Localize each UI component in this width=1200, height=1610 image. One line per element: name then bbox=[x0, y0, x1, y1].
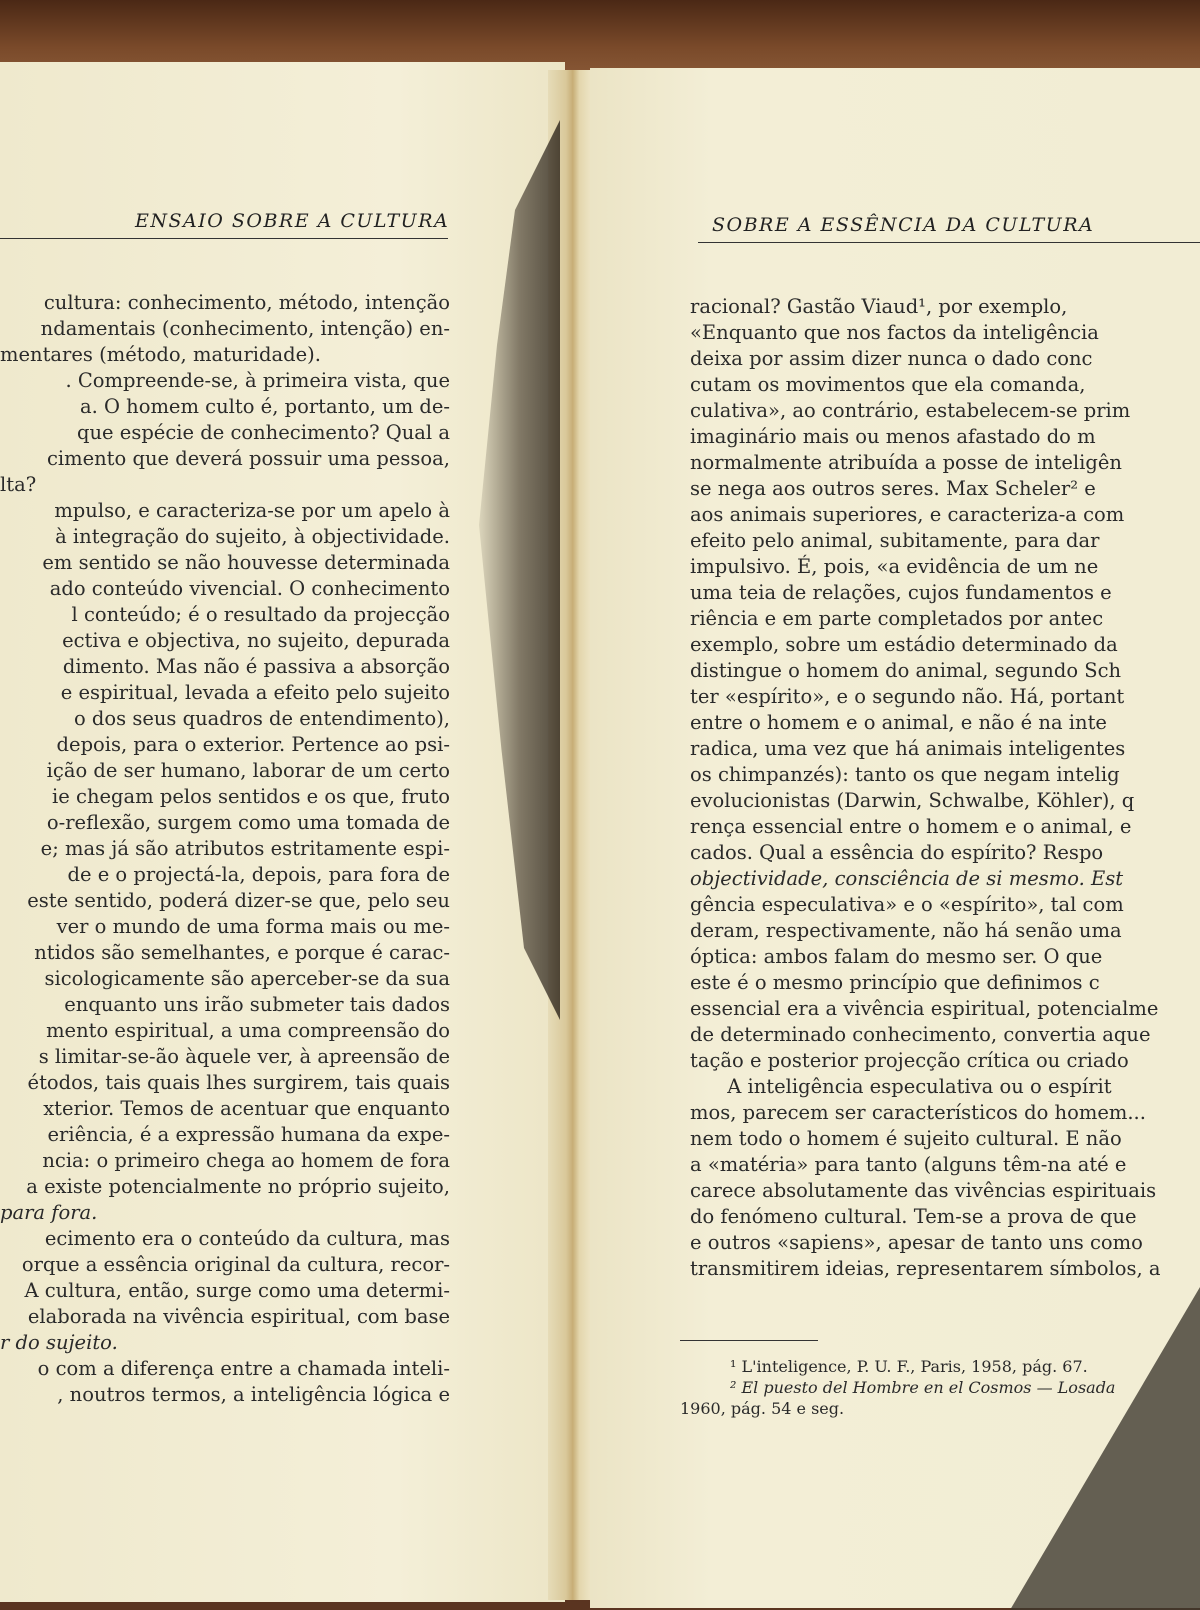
text-line: distingue o homem do animal, segundo Sch bbox=[690, 659, 1122, 682]
text-line: , noutros termos, a inteligência lógica e bbox=[57, 1383, 450, 1406]
text-line: deixa por assim dizer nunca o dado conc bbox=[690, 347, 1093, 370]
text-line: exemplo, sobre um estádio determinado da bbox=[690, 633, 1118, 656]
text-line: mpulso, e caracteriza-se por um apelo à bbox=[54, 499, 450, 522]
footnote-2-continued: 1960, pág. 54 e seg. bbox=[680, 1399, 845, 1418]
text-line: e espiritual, levada a efeito pelo sujeito bbox=[60, 681, 450, 704]
text-line: ie chegam pelos sentidos e os que, fruto bbox=[52, 785, 450, 808]
text-line: orque a essência original da cultura, recor- bbox=[21, 1253, 450, 1276]
right-page bbox=[590, 68, 1200, 1608]
text-line: ter «espírito», e o segundo não. Há, portant bbox=[690, 685, 1125, 708]
text-line: o com a diferença entre a chamada inteli- bbox=[37, 1357, 450, 1380]
footnote-rule bbox=[680, 1340, 818, 1341]
text-line: evolucionistas (Darwin, Schwalbe, Köhler), q bbox=[690, 789, 1135, 812]
text-line: os chimpanzés): tanto os que negam intelig bbox=[690, 763, 1120, 786]
text-line: impulsivo. É, pois, «a evidência de um ne bbox=[690, 555, 1099, 578]
text-line: l conteúdo; é o resultado da projecção bbox=[71, 603, 450, 626]
text-line: lta? bbox=[0, 473, 37, 496]
text-line: normalmente atribuída a posse de inteligên bbox=[690, 451, 1122, 474]
text-line: o-reflexão, surgem como uma tomada de bbox=[46, 811, 450, 834]
text-line: elaborada na vivência espiritual, com base bbox=[27, 1305, 450, 1328]
footnote-2: ² El puesto del Hombre en el Cosmos — Losada bbox=[730, 1378, 1116, 1397]
text-line: a. O homem culto é, portanto, um de- bbox=[79, 395, 450, 418]
text-line: à integração do sujeito, à objectividade. bbox=[55, 525, 450, 548]
text-line: de determinado conhecimento, convertia aque bbox=[690, 1023, 1151, 1046]
text-line: sicologicamente são aperceber-se da sua bbox=[44, 967, 450, 990]
text-line: óptica: ambos falam do mesmo ser. O que bbox=[690, 945, 1103, 968]
text-line: cados. Qual a essência do espírito? Respo bbox=[690, 841, 1104, 864]
text-line: essencial era a vivência espiritual, potencialme bbox=[690, 997, 1159, 1020]
text-line: A inteligência especulativa ou o espírit bbox=[690, 1075, 1112, 1098]
left-running-head: ENSAIO SOBRE A CULTURA bbox=[135, 210, 450, 232]
text-line: enquanto uns irão submeter tais dados bbox=[64, 993, 450, 1016]
text-line: se nega aos outros seres. Max Scheler² e bbox=[690, 477, 1096, 500]
text-line: eriência, é a expressão humana da expe- bbox=[47, 1123, 450, 1146]
text-line: transmitirem ideias, representarem símbolos, a bbox=[690, 1257, 1161, 1280]
text-line: do fenómeno cultural. Tem-se a prova de que bbox=[690, 1205, 1137, 1228]
footnotes bbox=[680, 1356, 1115, 1419]
text-line: este é o mesmo princípio que definimos c bbox=[690, 971, 1100, 994]
text-line: objectividade, consciência de si mesmo. Est bbox=[690, 867, 1124, 890]
text-line: carece absolutamente das vivências espirituais bbox=[690, 1179, 1157, 1202]
text-line: ncia: o primeiro chega ao homem de fora bbox=[42, 1149, 450, 1172]
right-running-head: SOBRE A ESSÊNCIA DA CULTURA bbox=[712, 214, 1095, 236]
text-line: entre o homem e o animal, e não é na inte bbox=[690, 711, 1107, 734]
text-line: ado conteúdo vivencial. O conhecimento bbox=[49, 577, 450, 600]
text-line: tação e posterior projecção crítica ou criado bbox=[690, 1049, 1129, 1072]
text-line: em sentido se não houvesse determinada bbox=[42, 551, 450, 574]
text-line: a existe potencialmente no próprio sujeito, bbox=[26, 1175, 450, 1198]
text-line: e; mas já são atributos estritamente espi- bbox=[40, 837, 450, 860]
text-line: ntidos são semelhantes, e porque é carac- bbox=[34, 941, 450, 964]
text-line: s limitar-se-ão àquele ver, à apreensão de bbox=[38, 1045, 450, 1068]
text-line: rença essencial entre o homem e o animal, e bbox=[690, 815, 1132, 838]
text-line: e outros «sapiens», apesar de tanto uns como bbox=[690, 1231, 1143, 1254]
text-line: mento espiritual, a uma compreensão do bbox=[46, 1019, 450, 1042]
left-page-text bbox=[0, 290, 450, 1408]
text-line: dimento. Mas não é passiva a absorção bbox=[62, 655, 450, 678]
text-line: para fora. bbox=[0, 1201, 98, 1224]
text-line: r do sujeito. bbox=[0, 1331, 118, 1354]
text-line: efeito pelo animal, subitamente, para dar bbox=[690, 529, 1100, 552]
text-line: mentares (método, maturidade). bbox=[0, 343, 321, 366]
footnote-1: ¹ L'inteligence, P. U. F., Paris, 1958, pág. 67. bbox=[730, 1357, 1088, 1376]
text-line: imaginário mais ou menos afastado do m bbox=[690, 425, 1096, 448]
right-page-text bbox=[690, 294, 1200, 1282]
right-header-rule bbox=[698, 242, 1200, 243]
text-line: racional? Gastão Viaud¹, por exemplo, bbox=[690, 295, 1068, 318]
text-line: étodos, tais quais lhes surgirem, tais quais bbox=[27, 1071, 450, 1094]
text-line: o dos seus quadros de entendimento), bbox=[73, 707, 450, 730]
text-line: cultura: conhecimento, método, intenção bbox=[43, 291, 450, 314]
text-line: riência e em parte completados por antec bbox=[690, 607, 1104, 630]
left-page bbox=[0, 62, 565, 1602]
text-line: . Compreende-se, à primeira vista, que bbox=[65, 369, 450, 392]
text-line: ectiva e objectiva, no sujeito, depurada bbox=[62, 629, 450, 652]
left-header-rule bbox=[0, 238, 448, 239]
text-line: nem todo o homem é sujeito cultural. E não bbox=[690, 1127, 1122, 1150]
text-line: culativa», ao contrário, estabelecem-se prim bbox=[690, 399, 1131, 422]
text-line: aos animais superiores, e caracteriza-a com bbox=[690, 503, 1125, 526]
text-line: «Enquanto que nos factos da inteligência bbox=[690, 321, 1099, 344]
text-line: ver o mundo de uma forma mais ou me- bbox=[56, 915, 450, 938]
text-line: radica, uma vez que há animais inteligentes bbox=[690, 737, 1126, 760]
text-line: a «matéria» para tanto (alguns têm-na até e bbox=[690, 1153, 1127, 1176]
text-line: deram, respectivamente, não há senão uma bbox=[690, 919, 1122, 942]
text-line: ecimento era o conteúdo da cultura, mas bbox=[44, 1227, 450, 1250]
text-line: xterior. Temos de acentuar que enquanto bbox=[43, 1097, 450, 1120]
text-line: mos, parecem ser característicos do homem... bbox=[690, 1101, 1146, 1124]
text-line: este sentido, poderá dizer-se que, pelo seu bbox=[27, 889, 450, 912]
text-line: ição de ser humano, laborar de um certo bbox=[46, 759, 450, 782]
text-line: cutam os movimentos que ela comanda, bbox=[690, 373, 1086, 396]
text-line: depois, para o exterior. Pertence ao psi- bbox=[56, 733, 450, 756]
text-line: cimento que deverá possuir uma pessoa, bbox=[46, 447, 450, 470]
text-line: A cultura, então, surge como uma determi- bbox=[24, 1279, 450, 1302]
text-line: uma teia de relações, cujos fundamentos e bbox=[690, 581, 1112, 604]
text-line: gência especulativa» e o «espírito», tal com bbox=[690, 893, 1124, 916]
text-line: ndamentais (conhecimento, intenção) en- bbox=[40, 317, 450, 340]
text-line: de e o projectá-la, depois, para fora de bbox=[67, 863, 450, 886]
text-line: que espécie de conhecimento? Qual a bbox=[77, 421, 450, 444]
